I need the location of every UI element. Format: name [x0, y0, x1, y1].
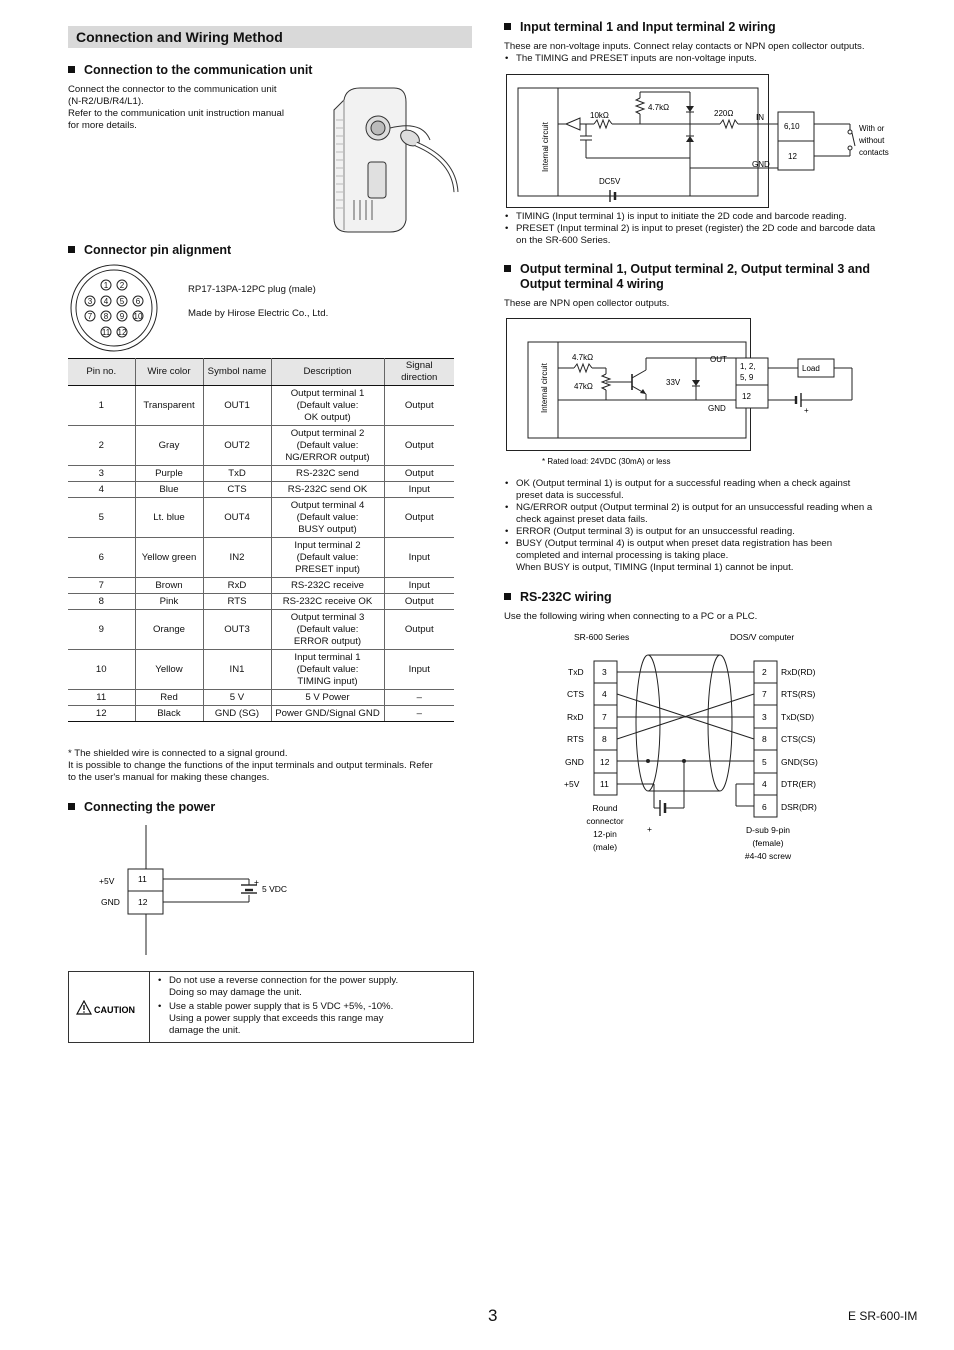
list-item: • BUSY (Output terminal 4) is output when preset data registration has been completed and internal processing is taking place. When BUSY is output, TIMING (Input terminal 1) cannot be input.: [504, 538, 924, 574]
color-cell: Red: [135, 690, 203, 706]
power-plus-label: +: [254, 877, 259, 887]
color-cell: Orange: [135, 610, 203, 650]
rs232-left-caption: 12-pin: [593, 829, 617, 839]
rs232-left-signal: TxD: [568, 667, 584, 677]
output-33v-label: 33V: [666, 378, 681, 387]
direction-cell: Input: [384, 482, 454, 498]
connector-pin-diagram: [68, 262, 178, 354]
rs232-right-pin: 6: [762, 802, 767, 812]
direction-cell: Input: [384, 650, 454, 690]
power-pin-11: 11: [138, 874, 147, 884]
table-row: [68, 426, 454, 466]
symbol-cell: OUT2: [203, 426, 271, 466]
output-internal-circuit-label: Internal circuit: [540, 363, 549, 413]
description-cell: Input terminal 1 (Default value: TIMING input): [271, 650, 384, 690]
rs232-right-pin: 5: [762, 757, 767, 767]
pin-label: 1: [103, 281, 109, 290]
rs232-wiring-diagram: [550, 628, 860, 868]
output-load-label: Load: [802, 364, 820, 373]
description-cell: 5 V Power: [271, 690, 384, 706]
list-item: • The TIMING and PRESET inputs are non-voltage inputs.: [504, 53, 924, 65]
direction-cell: Input: [384, 578, 454, 594]
symbol-cell: OUT1: [203, 386, 271, 426]
input-wiring-notes: [504, 211, 924, 247]
rs232-intro: Use the following wiring when connecting to a PC or a PLC.: [504, 611, 758, 622]
caution-list: [157, 975, 467, 1037]
pin-label: 10: [133, 312, 143, 321]
input-contacts-label-2: without: [859, 136, 885, 145]
symbol-cell: IN1: [203, 650, 271, 690]
input-wiring-intro: These are non-voltage inputs. Connect relay contacts or NPN open collector outputs.: [504, 41, 865, 52]
symbol-cell: OUT3: [203, 610, 271, 650]
rs232-left-pin: 3: [602, 667, 607, 677]
direction-cell: Output: [384, 466, 454, 482]
table-row: [68, 610, 454, 650]
rs232-left-signal: +5V: [564, 779, 580, 789]
description-cell: Output terminal 4 (Default value: BUSY output): [271, 498, 384, 538]
color-cell: Yellow green: [135, 538, 203, 578]
section-title: Connection and Wiring Method: [68, 26, 472, 48]
pin-label: 4: [103, 297, 109, 306]
pin-label: 6: [135, 297, 141, 306]
rs232-right-signal: TxD(SD): [781, 712, 815, 722]
color-cell: Transparent: [135, 386, 203, 426]
output-out-label: OUT: [710, 355, 727, 364]
pin-cell: 4: [68, 482, 135, 498]
color-cell: Black: [135, 706, 203, 722]
table-row: [68, 690, 454, 706]
rs232-left-pin: 12: [600, 757, 610, 767]
output-wiring-diagram: [506, 318, 866, 468]
power-wiring-diagram: [90, 825, 320, 960]
table-row: [68, 482, 454, 498]
input-r10k-label: 10kΩ: [590, 111, 609, 120]
color-cell: Lt. blue: [135, 498, 203, 538]
symbol-cell: CTS: [203, 482, 271, 498]
power-5v-label: +5V: [99, 876, 115, 886]
page-number: 3: [488, 1306, 498, 1325]
direction-cell: Output: [384, 426, 454, 466]
rs232-right-signal: RxD(RD): [781, 667, 816, 677]
table-row: [68, 386, 454, 426]
pin-label: 8: [103, 312, 109, 321]
column-header: Signal direction: [384, 359, 454, 386]
direction-cell: Output: [384, 498, 454, 538]
rs232-plus-label: +: [647, 824, 652, 834]
direction-cell: –: [384, 706, 454, 722]
rs232-right-caption: #4-40 screw: [744, 851, 792, 861]
description-cell: Input terminal 2 (Default value: PRESET input): [271, 538, 384, 578]
color-cell: Purple: [135, 466, 203, 482]
rs232-left-signal: CTS: [567, 689, 584, 699]
pin-label: 12: [117, 328, 127, 337]
symbol-cell: OUT4: [203, 498, 271, 538]
description-cell: Output terminal 3 (Default value: ERROR output): [271, 610, 384, 650]
direction-cell: Output: [384, 610, 454, 650]
output-terminal-label-1: 1, 2,: [740, 362, 756, 371]
pin-label: 9: [119, 312, 125, 321]
table-row: [68, 650, 454, 690]
list-item: • Use a stable power supply that is 5 VDC +5%, -10%. Using a power supply that exceeds this range may damage the unit.: [157, 1001, 467, 1037]
column-header: Wire color: [135, 359, 203, 386]
output-gnd-label: GND: [708, 404, 726, 413]
pin-label: 7: [87, 312, 93, 321]
description-cell: Power GND/Signal GND: [271, 706, 384, 722]
rs232-right-signal: DTR(ER): [781, 779, 816, 789]
output-wiring-heading: Output terminal 1, Output terminal 2, Output terminal 3 and Output terminal 4 wiring: [504, 262, 924, 292]
rs232-left-caption: connector: [586, 816, 624, 826]
output-r47k-label: 4.7kΩ: [572, 353, 594, 362]
input-wiring-diagram: [506, 74, 906, 208]
list-item: • OK (Output terminal 1) is output for a successful reading when a check against preset data is successful.: [504, 478, 924, 502]
bullet-square-icon: [68, 66, 75, 73]
pin-label: 2: [119, 281, 125, 290]
power-pin-12: 12: [138, 897, 148, 907]
color-cell: Pink: [135, 594, 203, 610]
description-cell: RS-232C receive: [271, 578, 384, 594]
pin-table: [68, 358, 454, 722]
list-item: • PRESET (Input terminal 2) is input to preset (register) the 2D code and barcode data on the SR-600 Series.: [504, 223, 924, 247]
symbol-cell: TxD: [203, 466, 271, 482]
table-notes: * The shielded wire is connected to a signal ground. It is possible to change the functions of the input terminals and output terminals. Refer to the user's manual for making these changes.: [68, 748, 433, 783]
list-item: • Do not use a reverse connection for the power supply. Doing so may damage the unit.: [157, 975, 467, 999]
pin-cell: 6: [68, 538, 135, 578]
input-in-label: IN: [756, 113, 764, 122]
list-item: • ERROR (Output terminal 3) is output for an unsuccessful reading.: [504, 526, 924, 538]
pin-cell: 2: [68, 426, 135, 466]
color-cell: Brown: [135, 578, 203, 594]
caution-warning-icon: [76, 1000, 146, 1016]
symbol-cell: RxD: [203, 578, 271, 594]
column-header: Symbol name: [203, 359, 271, 386]
table-row: [68, 538, 454, 578]
output-wiring-intro: These are NPN open collector outputs.: [504, 298, 670, 309]
pin-cell: 1: [68, 386, 135, 426]
color-cell: Blue: [135, 482, 203, 498]
column-header: Pin no.: [68, 359, 135, 386]
rs232-right-pin: 3: [762, 712, 767, 722]
direction-cell: Input: [384, 538, 454, 578]
pin-cell: 7: [68, 578, 135, 594]
rs232-left-title: SR-600 Series: [574, 632, 630, 642]
pin-cell: 9: [68, 610, 135, 650]
input-dc5v-label: DC5V: [599, 177, 621, 186]
input-gnd-label: GND: [752, 160, 770, 169]
power-heading: Connecting the power: [68, 800, 215, 815]
description-cell: RS-232C send: [271, 466, 384, 482]
input-internal-circuit-label: Internal circuit: [541, 122, 550, 172]
rs232-right-signal: DSR(DR): [781, 802, 817, 812]
pin-cell: 8: [68, 594, 135, 610]
description-cell: RS-232C send OK: [271, 482, 384, 498]
output-wiring-notes: [504, 478, 924, 574]
caution-label-cell: [69, 972, 150, 1042]
caution-box: [68, 971, 474, 1043]
caution-label: CAUTION: [94, 1005, 135, 1015]
direction-cell: Output: [384, 386, 454, 426]
connector-heading: Connector pin alignment: [68, 243, 231, 258]
symbol-cell: GND (SG): [203, 706, 271, 722]
rs232-left-pin: 8: [602, 734, 607, 744]
pin-cell: 12: [68, 706, 135, 722]
bullet-square-icon: [504, 23, 511, 30]
column-header: Description: [271, 359, 384, 386]
input-wiring-heading: Input terminal 1 and Input terminal 2 wiring: [504, 20, 776, 35]
table-row: [68, 578, 454, 594]
rs232-left-signal: RTS: [567, 734, 584, 744]
input-r47k-label: 4.7kΩ: [648, 103, 670, 112]
rs232-left-pin: 7: [602, 712, 607, 722]
list-item: • NG/ERROR output (Output terminal 2) is output for an unsuccessful reading when a check against preset data fails.: [504, 502, 924, 526]
list-item: • TIMING (Input terminal 1) is input to initiate the 2D code and barcode reading.: [504, 211, 924, 223]
bullet-square-icon: [504, 593, 511, 600]
rs232-right-signal: RTS(RS): [781, 689, 816, 699]
output-r47-label: 47kΩ: [574, 382, 593, 391]
direction-cell: –: [384, 690, 454, 706]
pin-cell: 5: [68, 498, 135, 538]
rs232-right-signal: GND(SG): [781, 757, 818, 767]
color-cell: Yellow: [135, 650, 203, 690]
pin-cell: 11: [68, 690, 135, 706]
rs232-left-caption: Round: [592, 803, 618, 813]
bullet-square-icon: [504, 265, 511, 272]
comm-unit-heading: Connection to the communication unit: [68, 63, 312, 78]
input-contacts-label-1: With or: [859, 124, 885, 133]
output-plus-label: +: [804, 406, 809, 415]
symbol-cell: RTS: [203, 594, 271, 610]
symbol-cell: 5 V: [203, 690, 271, 706]
color-cell: Gray: [135, 426, 203, 466]
communication-unit-illustration: [326, 80, 472, 238]
connector-plug-type: RP17-13PA-12PC plug (male): [188, 284, 316, 295]
description-cell: Output terminal 1 (Default value: OK output): [271, 386, 384, 426]
input-r220-label: 220Ω: [714, 109, 734, 118]
bullet-square-icon: [68, 803, 75, 810]
pin-cell: 10: [68, 650, 135, 690]
output-terminal-label-2: 5, 9: [740, 373, 754, 382]
rs232-right-pin: 8: [762, 734, 767, 744]
comm-unit-text: Connect the connector to the communication unit (N-R2/UB/R4/L1). Refer to the communication unit instruction manual for more details.: [68, 84, 284, 131]
rs232-left-signal: RxD: [567, 712, 584, 722]
input-terminal-6-10: 6,10: [784, 122, 800, 131]
table-row: [68, 594, 454, 610]
pin-label: 5: [119, 297, 125, 306]
description-cell: Output terminal 2 (Default value: NG/ERROR output): [271, 426, 384, 466]
power-gnd-label: GND: [101, 897, 120, 907]
rs232-right-caption: D-sub 9-pin: [746, 825, 790, 835]
input-wiring-intro-list: [504, 53, 924, 65]
rs232-right-pin: 7: [762, 689, 767, 699]
symbol-cell: IN2: [203, 538, 271, 578]
pin-cell: 3: [68, 466, 135, 482]
document-code: E SR-600-IM: [848, 1309, 918, 1323]
rs232-right-pin: 4: [762, 779, 767, 789]
power-vdc-label: 5 VDC: [262, 884, 288, 894]
pin-label: 3: [87, 297, 93, 306]
rs232-right-signal: CTS(CS): [781, 734, 816, 744]
output-rated-load-note: * Rated load: 24VDC (30mA) or less: [542, 457, 671, 466]
pin-label: 11: [101, 328, 111, 337]
rs232-right-caption: (female): [752, 838, 784, 848]
table-row: [68, 498, 454, 538]
rs232-left-pin: 4: [602, 689, 607, 699]
direction-cell: Output: [384, 594, 454, 610]
rs232-left-signal: GND: [565, 757, 584, 767]
connector-maker: Made by Hirose Electric Co., Ltd.: [188, 308, 329, 319]
table-row: [68, 466, 454, 482]
rs232-right-pin: 2: [762, 667, 767, 677]
table-row: [68, 706, 454, 722]
bullet-square-icon: [68, 246, 75, 253]
rs232-right-title: DOS/V computer: [730, 632, 795, 642]
rs232-heading: RS-232C wiring: [504, 590, 612, 605]
description-cell: RS-232C receive OK: [271, 594, 384, 610]
input-terminal-12: 12: [788, 152, 797, 161]
input-contacts-label-3: contacts: [859, 148, 889, 157]
rs232-left-caption: (male): [592, 842, 618, 852]
output-terminal-12: 12: [742, 392, 751, 401]
rs232-left-pin: 11: [600, 779, 609, 789]
